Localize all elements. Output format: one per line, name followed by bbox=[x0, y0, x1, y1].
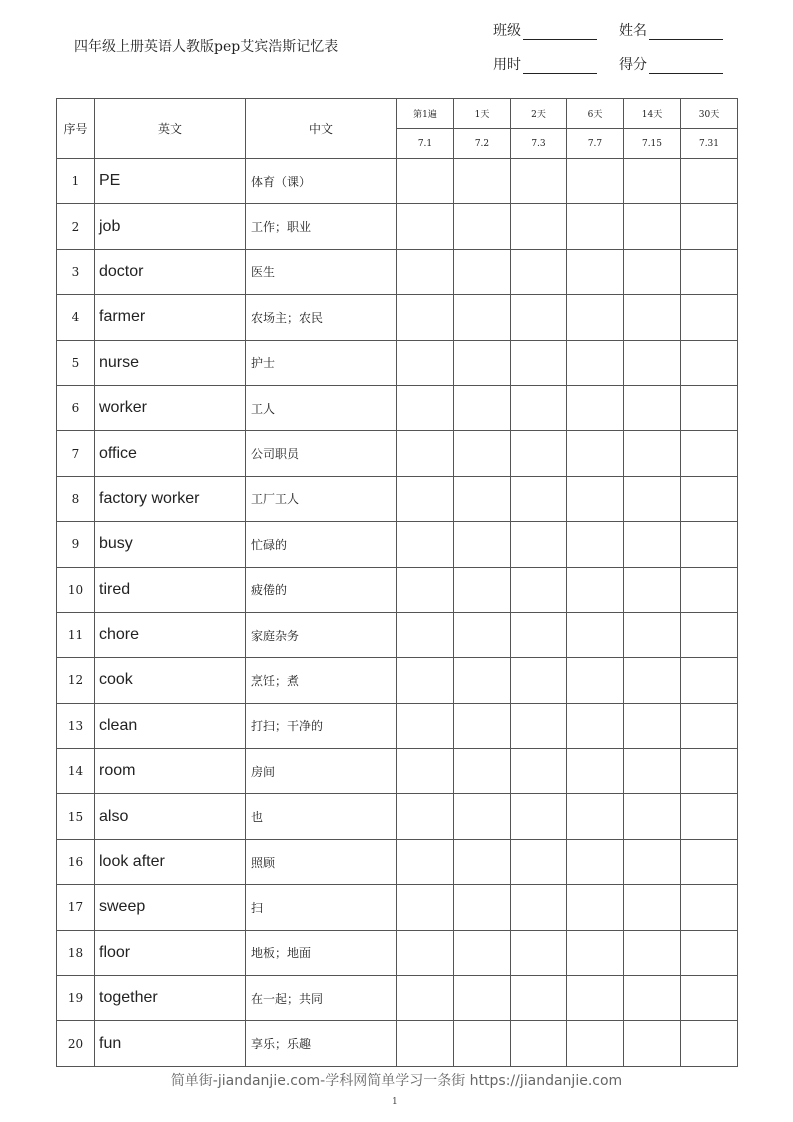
chinese-meaning: 家庭杂务 bbox=[246, 612, 397, 657]
review-check-cell[interactable] bbox=[567, 295, 624, 340]
review-check-cell[interactable] bbox=[454, 703, 511, 748]
review-check-cell[interactable] bbox=[681, 976, 738, 1021]
english-word: chore bbox=[95, 612, 246, 657]
review-check-cell[interactable] bbox=[397, 476, 454, 521]
row-number: 5 bbox=[57, 340, 95, 385]
english-word: floor bbox=[95, 930, 246, 975]
review-check-cell[interactable] bbox=[681, 476, 738, 521]
review-check-cell[interactable] bbox=[511, 749, 567, 794]
chinese-meaning: 疲倦的 bbox=[246, 567, 397, 612]
footer-watermark: 简单街-jiandanjie.com-学科网简单学习一条街 https://jiandanjie.com bbox=[170, 1073, 623, 1089]
row-number: 14 bbox=[57, 749, 95, 794]
review-check-cell[interactable] bbox=[681, 385, 738, 430]
table-row bbox=[57, 522, 738, 567]
header-cn: 中文 bbox=[246, 99, 397, 159]
chinese-meaning: 农场主；农民 bbox=[246, 295, 397, 340]
review-check-cell[interactable] bbox=[681, 703, 738, 748]
class-blank[interactable] bbox=[523, 25, 597, 40]
row-number: 20 bbox=[57, 1021, 95, 1066]
english-word: clean bbox=[95, 703, 246, 748]
review-check-cell[interactable] bbox=[624, 204, 681, 249]
english-word: room bbox=[95, 749, 246, 794]
chinese-meaning: 工厂工人 bbox=[246, 476, 397, 521]
review-check-cell[interactable] bbox=[454, 295, 511, 340]
english-word: job bbox=[95, 204, 246, 249]
chinese-meaning: 照顾 bbox=[246, 839, 397, 884]
review-check-cell[interactable] bbox=[624, 476, 681, 521]
review-check-cell[interactable] bbox=[681, 885, 738, 930]
review-check-cell[interactable] bbox=[511, 885, 567, 930]
review-check-cell[interactable] bbox=[397, 839, 454, 884]
review-check-cell[interactable] bbox=[397, 249, 454, 294]
chinese-meaning: 地板；地面 bbox=[246, 930, 397, 975]
table-row bbox=[57, 249, 738, 294]
chinese-meaning: 打扫；干净的 bbox=[246, 703, 397, 748]
review-label: 1天 bbox=[454, 99, 511, 129]
english-word: busy bbox=[95, 522, 246, 567]
table-row bbox=[57, 658, 738, 703]
score-field[interactable] bbox=[619, 54, 723, 74]
chinese-meaning: 医生 bbox=[246, 249, 397, 294]
review-check-cell[interactable] bbox=[511, 476, 567, 521]
header-row bbox=[57, 99, 738, 129]
review-check-cell[interactable] bbox=[567, 522, 624, 567]
review-check-cell[interactable] bbox=[567, 749, 624, 794]
review-label: 第1遍 bbox=[397, 99, 454, 129]
review-check-cell[interactable] bbox=[567, 431, 624, 476]
table-row bbox=[57, 839, 738, 884]
time-label: 用时 bbox=[493, 57, 521, 73]
review-check-cell[interactable] bbox=[454, 476, 511, 521]
review-check-cell[interactable] bbox=[511, 703, 567, 748]
time-field[interactable] bbox=[493, 54, 597, 74]
review-check-cell[interactable] bbox=[681, 431, 738, 476]
english-word: also bbox=[95, 794, 246, 839]
chinese-meaning: 也 bbox=[246, 794, 397, 839]
review-check-cell[interactable] bbox=[567, 567, 624, 612]
table-body bbox=[57, 159, 738, 1067]
chinese-meaning: 忙碌的 bbox=[246, 522, 397, 567]
name-label: 姓名 bbox=[619, 23, 647, 39]
table-row bbox=[57, 1021, 738, 1066]
table-row bbox=[57, 476, 738, 521]
review-check-cell[interactable] bbox=[511, 295, 567, 340]
review-date: 7.15 bbox=[624, 129, 681, 159]
review-check-cell[interactable] bbox=[567, 976, 624, 1021]
table-row bbox=[57, 159, 738, 204]
review-date: 7.2 bbox=[454, 129, 511, 159]
review-check-cell[interactable] bbox=[624, 794, 681, 839]
review-label: 30天 bbox=[681, 99, 738, 129]
review-check-cell[interactable] bbox=[397, 522, 454, 567]
review-check-cell[interactable] bbox=[624, 930, 681, 975]
review-check-cell[interactable] bbox=[511, 249, 567, 294]
review-check-cell[interactable] bbox=[511, 658, 567, 703]
review-check-cell[interactable] bbox=[511, 930, 567, 975]
chinese-meaning: 房间 bbox=[246, 749, 397, 794]
row-number: 11 bbox=[57, 612, 95, 657]
row-number: 8 bbox=[57, 476, 95, 521]
review-check-cell[interactable] bbox=[397, 204, 454, 249]
table-row bbox=[57, 295, 738, 340]
review-check-cell[interactable] bbox=[397, 930, 454, 975]
table-row bbox=[57, 612, 738, 657]
english-word: tired bbox=[95, 567, 246, 612]
table-header bbox=[57, 99, 738, 159]
review-check-cell[interactable] bbox=[454, 839, 511, 884]
review-check-cell[interactable] bbox=[567, 612, 624, 657]
review-check-cell[interactable] bbox=[511, 839, 567, 884]
review-check-cell[interactable] bbox=[681, 204, 738, 249]
review-check-cell[interactable] bbox=[511, 612, 567, 657]
review-check-cell[interactable] bbox=[624, 431, 681, 476]
review-check-cell[interactable] bbox=[511, 976, 567, 1021]
review-check-cell[interactable] bbox=[454, 749, 511, 794]
review-check-cell[interactable] bbox=[397, 612, 454, 657]
review-date: 7.1 bbox=[397, 129, 454, 159]
row-number: 3 bbox=[57, 249, 95, 294]
class-field[interactable] bbox=[493, 20, 597, 40]
review-check-cell[interactable] bbox=[454, 885, 511, 930]
table-row bbox=[57, 204, 738, 249]
chinese-meaning: 护士 bbox=[246, 340, 397, 385]
row-number: 19 bbox=[57, 976, 95, 1021]
row-number: 7 bbox=[57, 431, 95, 476]
english-word: factory worker bbox=[95, 476, 246, 521]
row-number: 12 bbox=[57, 658, 95, 703]
row-number: 2 bbox=[57, 204, 95, 249]
review-check-cell[interactable] bbox=[397, 976, 454, 1021]
review-check-cell[interactable] bbox=[624, 885, 681, 930]
review-check-cell[interactable] bbox=[511, 204, 567, 249]
review-check-cell[interactable] bbox=[681, 567, 738, 612]
review-check-cell[interactable] bbox=[681, 522, 738, 567]
table-row bbox=[57, 340, 738, 385]
table-row bbox=[57, 749, 738, 794]
review-check-cell[interactable] bbox=[511, 794, 567, 839]
row-number: 1 bbox=[57, 159, 95, 204]
review-date: 7.3 bbox=[511, 129, 567, 159]
review-check-cell[interactable] bbox=[511, 1021, 567, 1066]
review-check-cell[interactable] bbox=[511, 567, 567, 612]
review-check-cell[interactable] bbox=[397, 567, 454, 612]
review-check-cell[interactable] bbox=[681, 1021, 738, 1066]
english-word: sweep bbox=[95, 885, 246, 930]
chinese-meaning: 扫 bbox=[246, 885, 397, 930]
review-check-cell[interactable] bbox=[624, 1021, 681, 1066]
review-check-cell[interactable] bbox=[624, 340, 681, 385]
review-check-cell[interactable] bbox=[624, 159, 681, 204]
review-check-cell[interactable] bbox=[567, 839, 624, 884]
english-word: worker bbox=[95, 385, 246, 430]
review-check-cell[interactable] bbox=[397, 159, 454, 204]
review-check-cell[interactable] bbox=[624, 703, 681, 748]
review-check-cell[interactable] bbox=[454, 612, 511, 657]
review-check-cell[interactable] bbox=[681, 340, 738, 385]
chinese-meaning: 公司职员 bbox=[246, 431, 397, 476]
review-check-cell[interactable] bbox=[397, 885, 454, 930]
review-check-cell[interactable] bbox=[567, 1021, 624, 1066]
chinese-meaning: 体育（课） bbox=[246, 159, 397, 204]
review-check-cell[interactable] bbox=[624, 567, 681, 612]
table-row bbox=[57, 567, 738, 612]
review-date: 7.31 bbox=[681, 129, 738, 159]
english-word: together bbox=[95, 976, 246, 1021]
table-row bbox=[57, 885, 738, 930]
score-blank[interactable] bbox=[649, 59, 723, 74]
review-check-cell[interactable] bbox=[567, 703, 624, 748]
review-check-cell[interactable] bbox=[681, 658, 738, 703]
english-word: nurse bbox=[95, 340, 246, 385]
review-label: 6天 bbox=[567, 99, 624, 129]
chinese-meaning: 在一起；共同 bbox=[246, 976, 397, 1021]
review-check-cell[interactable] bbox=[454, 1021, 511, 1066]
english-word: office bbox=[95, 431, 246, 476]
review-check-cell[interactable] bbox=[454, 204, 511, 249]
name-blank[interactable] bbox=[649, 25, 723, 40]
review-check-cell[interactable] bbox=[681, 295, 738, 340]
review-check-cell[interactable] bbox=[624, 839, 681, 884]
review-date: 7.7 bbox=[567, 129, 624, 159]
review-check-cell[interactable] bbox=[454, 930, 511, 975]
english-word: PE bbox=[95, 159, 246, 204]
row-number: 9 bbox=[57, 522, 95, 567]
name-field[interactable] bbox=[619, 20, 723, 40]
class-label: 班级 bbox=[493, 23, 521, 39]
review-check-cell[interactable] bbox=[397, 749, 454, 794]
chinese-meaning: 烹饪；煮 bbox=[246, 658, 397, 703]
review-check-cell[interactable] bbox=[567, 476, 624, 521]
english-word: cook bbox=[95, 658, 246, 703]
page-title: 四年级上册英语人教版pep艾宾浩斯记忆表 bbox=[74, 39, 339, 55]
review-check-cell[interactable] bbox=[567, 794, 624, 839]
table-row bbox=[57, 431, 738, 476]
review-check-cell[interactable] bbox=[681, 249, 738, 294]
row-number: 18 bbox=[57, 930, 95, 975]
table-row bbox=[57, 930, 738, 975]
table-row bbox=[57, 703, 738, 748]
review-check-cell[interactable] bbox=[397, 295, 454, 340]
review-check-cell[interactable] bbox=[511, 431, 567, 476]
review-check-cell[interactable] bbox=[681, 794, 738, 839]
review-check-cell[interactable] bbox=[624, 976, 681, 1021]
chinese-meaning: 享乐；乐趣 bbox=[246, 1021, 397, 1066]
review-check-cell[interactable] bbox=[567, 385, 624, 430]
row-number: 6 bbox=[57, 385, 95, 430]
review-check-cell[interactable] bbox=[397, 340, 454, 385]
review-label: 14天 bbox=[624, 99, 681, 129]
review-check-cell[interactable] bbox=[454, 567, 511, 612]
review-check-cell[interactable] bbox=[397, 703, 454, 748]
chinese-meaning: 工人 bbox=[246, 385, 397, 430]
review-label: 2天 bbox=[511, 99, 567, 129]
row-number: 17 bbox=[57, 885, 95, 930]
review-check-cell[interactable] bbox=[454, 794, 511, 839]
review-check-cell[interactable] bbox=[624, 749, 681, 794]
review-check-cell[interactable] bbox=[681, 159, 738, 204]
review-check-cell[interactable] bbox=[454, 159, 511, 204]
review-check-cell[interactable] bbox=[567, 930, 624, 975]
review-check-cell[interactable] bbox=[511, 159, 567, 204]
table-row bbox=[57, 385, 738, 430]
review-check-cell[interactable] bbox=[681, 612, 738, 657]
review-check-cell[interactable] bbox=[624, 249, 681, 294]
row-number: 4 bbox=[57, 295, 95, 340]
review-check-cell[interactable] bbox=[624, 658, 681, 703]
english-word: farmer bbox=[95, 295, 246, 340]
review-check-cell[interactable] bbox=[454, 522, 511, 567]
review-check-cell[interactable] bbox=[681, 839, 738, 884]
review-check-cell[interactable] bbox=[397, 658, 454, 703]
review-check-cell[interactable] bbox=[567, 885, 624, 930]
review-check-cell[interactable] bbox=[681, 749, 738, 794]
english-word: look after bbox=[95, 839, 246, 884]
review-check-cell[interactable] bbox=[567, 204, 624, 249]
review-check-cell[interactable] bbox=[681, 930, 738, 975]
review-check-cell[interactable] bbox=[567, 249, 624, 294]
score-label: 得分 bbox=[619, 57, 647, 73]
time-blank[interactable] bbox=[523, 59, 597, 74]
review-check-cell[interactable] bbox=[624, 295, 681, 340]
review-check-cell[interactable] bbox=[511, 385, 567, 430]
review-check-cell[interactable] bbox=[397, 431, 454, 476]
english-word: doctor bbox=[95, 249, 246, 294]
review-check-cell[interactable] bbox=[454, 658, 511, 703]
header-no: 序号 bbox=[57, 99, 95, 159]
chinese-meaning: 工作；职业 bbox=[246, 204, 397, 249]
row-number: 15 bbox=[57, 794, 95, 839]
review-check-cell[interactable] bbox=[624, 522, 681, 567]
review-check-cell[interactable] bbox=[397, 385, 454, 430]
review-check-cell[interactable] bbox=[454, 431, 511, 476]
english-word: fun bbox=[95, 1021, 246, 1066]
review-check-cell[interactable] bbox=[511, 522, 567, 567]
review-check-cell[interactable] bbox=[454, 385, 511, 430]
review-check-cell[interactable] bbox=[624, 385, 681, 430]
review-check-cell[interactable] bbox=[397, 794, 454, 839]
review-check-cell[interactable] bbox=[567, 159, 624, 204]
header-en: 英文 bbox=[95, 99, 246, 159]
review-check-cell[interactable] bbox=[454, 976, 511, 1021]
memory-table bbox=[56, 98, 738, 1067]
row-number: 16 bbox=[57, 839, 95, 884]
review-check-cell[interactable] bbox=[454, 249, 511, 294]
row-number: 13 bbox=[57, 703, 95, 748]
table-row bbox=[57, 976, 738, 1021]
review-check-cell[interactable] bbox=[624, 612, 681, 657]
page-number: 1 bbox=[392, 1097, 398, 1107]
table-row bbox=[57, 794, 738, 839]
review-check-cell[interactable] bbox=[511, 340, 567, 385]
review-check-cell[interactable] bbox=[454, 340, 511, 385]
review-check-cell[interactable] bbox=[397, 1021, 454, 1066]
review-check-cell[interactable] bbox=[567, 340, 624, 385]
row-number: 10 bbox=[57, 567, 95, 612]
review-check-cell[interactable] bbox=[567, 658, 624, 703]
